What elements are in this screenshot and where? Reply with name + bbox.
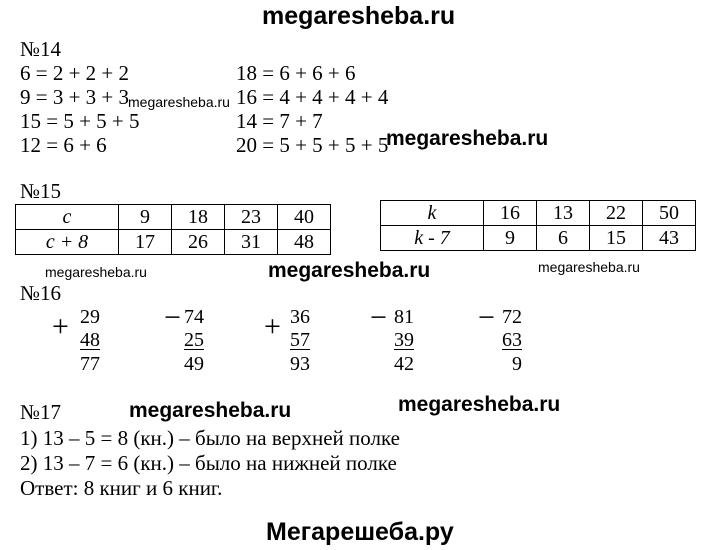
table-c-cell: 23	[225, 205, 278, 230]
p14-right-3: 14 = 7 + 7	[236, 109, 323, 133]
minus-sign: −	[164, 301, 181, 334]
table-k-cell: 50	[643, 201, 696, 226]
table-k-cell: 22	[590, 201, 643, 226]
operand-a: 81	[394, 306, 414, 328]
operand-b-value: 48	[80, 329, 100, 351]
p17-answer: Ответ: 8 книг и 6 книг.	[20, 476, 223, 500]
p14-right-4: 20 = 5 + 5 + 5 + 5	[236, 133, 389, 157]
watermark-inline: megaresheba.ru	[128, 94, 230, 110]
watermark-p17-center: megaresheba.ru	[129, 399, 292, 422]
result: 93	[290, 353, 310, 375]
table-k-cell: 13	[537, 201, 590, 226]
result: 9	[512, 353, 522, 375]
p14-left-4: 12 = 6 + 6	[20, 133, 107, 157]
table-k-header: k	[381, 201, 484, 226]
p15-title: №15	[20, 179, 62, 203]
operand-a: 36	[290, 306, 310, 328]
watermark-right-small: megaresheba.ru	[538, 259, 640, 275]
table-c-cell: 40	[278, 205, 331, 230]
operand-b	[266, 328, 310, 352]
p14-left-3: 15 = 5 + 5 + 5	[20, 109, 140, 133]
p15-table-c	[15, 204, 331, 255]
plus-sign: +	[52, 310, 69, 343]
operand-b-value: 63	[502, 329, 522, 351]
p17-line-1: 1) 13 – 5 = 8 (кн.) – было на верхней полке	[20, 426, 400, 450]
table-c-cell: 31	[225, 230, 278, 255]
minus-sign: −	[370, 301, 387, 334]
watermark-left-small: megaresheba.ru	[45, 264, 147, 280]
plus-sign: +	[264, 310, 281, 343]
operand-b-value: 39	[394, 329, 414, 351]
watermark-center: megaresheba.ru	[268, 259, 431, 282]
table-c-header: c	[16, 205, 119, 230]
table-c-cell: 17	[119, 230, 172, 255]
operand-a: 72	[502, 306, 522, 328]
operand-a: 29	[80, 306, 100, 328]
table-c-expr: c + 8	[16, 230, 119, 255]
result: 42	[394, 353, 414, 375]
p14-left-1: 6 = 2 + 2 + 2	[20, 61, 130, 85]
p14-title: №14	[20, 37, 62, 61]
table-k-cell: 6	[537, 226, 590, 251]
table-c-cell: 18	[172, 205, 225, 230]
table-c-cell: 9	[119, 205, 172, 230]
p15-table-k	[380, 200, 696, 251]
table-k-cell: 43	[643, 226, 696, 251]
operand-b	[160, 328, 204, 352]
operand-a: 74	[184, 306, 204, 328]
operand-b	[370, 328, 414, 352]
p14-left-2: 9 = 3 + 3 + 3	[20, 85, 130, 109]
result: 49	[184, 353, 204, 375]
watermark-right: megaresheba.ru	[386, 127, 549, 150]
operand-b-value: 25	[184, 329, 204, 351]
table-k-cell: 9	[484, 226, 537, 251]
table-k-expr: k - 7	[381, 226, 484, 251]
p17-line-2: 2) 13 – 7 = 6 (кн.) – было на нижней полке	[20, 451, 397, 475]
minus-sign: −	[478, 301, 495, 334]
p16-title: №16	[20, 281, 62, 305]
table-k-cell: 16	[484, 201, 537, 226]
watermark-p17-right: megaresheba.ru	[398, 393, 561, 416]
p14-right-2: 16 = 4 + 4 + 4 + 4	[236, 85, 389, 109]
table-c-cell: 48	[278, 230, 331, 255]
operand-b	[56, 328, 100, 352]
result: 77	[80, 353, 100, 375]
table-c-cell: 26	[172, 230, 225, 255]
p17-title: №17	[20, 400, 62, 424]
operand-b-value: 57	[290, 329, 310, 351]
operand-b	[478, 328, 522, 352]
p14-right-1: 18 = 6 + 6 + 6	[236, 61, 356, 85]
watermark-top: megaresheba.ru	[262, 2, 456, 30]
table-k-cell: 15	[590, 226, 643, 251]
watermark-bottom: Мегарешеба.ру	[266, 518, 454, 546]
